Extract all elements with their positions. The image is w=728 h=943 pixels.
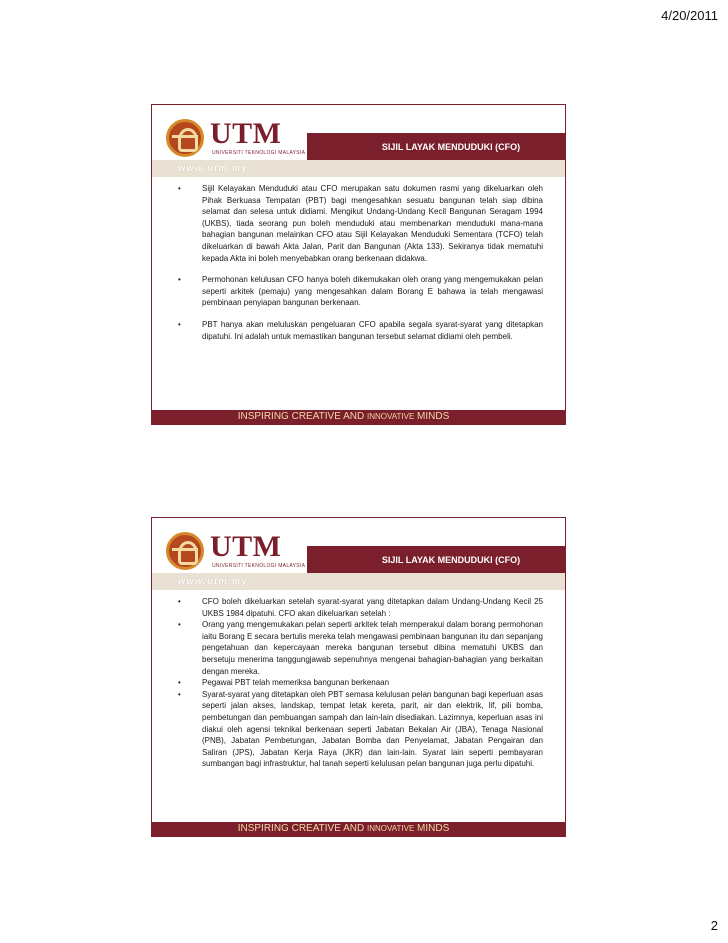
footer-text-small: INNOVATIVE (367, 824, 415, 833)
slide-header (152, 105, 565, 160)
slide-body (152, 590, 565, 770)
slide-footer (152, 822, 565, 836)
utm-logo-text: UTM (210, 530, 282, 563)
slide-2 (151, 517, 566, 837)
website-url: www.utm.my (152, 160, 565, 177)
bullet-item: • Orang yang mengemukakan pelan seperti arkitek telah memperakui dalam borang permohonan iaitu Borang E secara bertulis mereka telah mengawasi pembinaan bangunan itu dan sepanjang pengetahuan dan kepercayaan mereka bangunan tersebut dibina mematuhi UKBS dan bersetuju menerima tanggungjawab sepenuhnya mengenai bahagian-bahagian yang berkaitan dengan mereka. (176, 619, 543, 677)
bullet-item: • Sijil Kelayakan Menduduki atau CFO merupakan satu dokumen rasmi yang dikeluarkan oleh Pihak Berkuasa Tempatan (PBT) bagi mengesahkan sesuatu bangunan telah siap dibina selamat dan selesa untuk didiami. Mengikut Undang-Undang Kecil Bangunan Seragam 1994 (UKBS), tiada seorang pun boleh menduduki atau membenarkan menduduki mana-mana bahagian bangunan melainkan CFO atau Sijil Kelayakan Menduduki Sementara (TCFO) telah dikeluarkan di bawah Akta Jalan, Parit dan Bangunan (Akta 133). Sekiranya tidak mematuhi kepada Akta ini boleh menyebabkan orang berkenaan didakwa. (176, 183, 543, 264)
page-number: 2 (710, 918, 718, 933)
footer-text: MINDS (414, 411, 450, 422)
bullet-list (176, 596, 543, 770)
utm-logo-tagline: UNIVERSITI TEKNOLOGI MALAYSIA (212, 563, 306, 569)
bullet-item: • Permohonan kelulusan CFO hanya boleh dikemukakan oleh orang yang mengemukakan pelan seperti arkitek (pemaju) yang mengesahkan dalam Borang E bahawa ia telah mengawasi pembinaan penyiapan bangunan berkenaan. (176, 274, 543, 309)
bullet-item: • Syarat-syarat yang ditetapkan oleh PBT semasa kelulusan pelan bangunan bagi keperluan asas seperti jalan akses, landskap, tempat letak kereta, parit, air dan elektrik, lif, pili bomba, pembetungan dan pembuangan sampah dan lain-lain disediakan. Lazimnya, keperluan asas ini diakui oleh agensi teknikal berkenaan seperti Jabatan Bekalan Air (JBA), Tenaga Nasional (PNB), Jabatan Pembetungan, Jabatan Bomba dan Penyelamat, Jabatan Pengairan dan Saliran (JPS), Jabatan Kerja Raya (JKR) dan lain-lain. Syarat lain seperti pembayaran sumbangan bagi infrastruktur, hal tanah seperti kelulusan pelan bangunan juga perlu dipatuhi. (176, 689, 543, 770)
utm-crest-icon (166, 532, 204, 570)
bullet-item: • PBT hanya akan meluluskan pengeluaran CFO apabila segala syarat-syarat yang ditetapkan dipatuhi. Ini adalah untuk memastikan bangunan tersebut selamat didiami oleh pembeli. (176, 319, 543, 342)
bullet-item: • Pegawai PBT telah memeriksa bangunan berkenaan (176, 677, 543, 689)
bullet-list (176, 183, 543, 342)
footer-text: INSPIRING CREATIVE AND (237, 411, 368, 422)
slide-body (152, 177, 565, 342)
page-date: 4/20/2011 (661, 8, 718, 23)
slide-title: SIJIL LAYAK MENDUDUKI (CFO) (307, 133, 565, 160)
slide-1 (151, 104, 566, 425)
slide-title: SIJIL LAYAK MENDUDUKI (CFO) (307, 546, 565, 573)
utm-crest-icon (166, 119, 204, 157)
utm-logo-tagline: UNIVERSITI TEKNOLOGI MALAYSIA (212, 150, 306, 156)
slide-header (152, 518, 565, 573)
footer-text: INSPIRING CREATIVE AND (237, 823, 368, 834)
slide-footer (152, 410, 565, 424)
website-url: www.utm.my (152, 573, 565, 590)
footer-text: MINDS (414, 823, 450, 834)
bullet-item: • CFO boleh dikeluarkan setelah syarat-syarat yang ditetapkan dalam Undang-Undang Kecil 25 UKBS 1984 dipatuhi. CFO akan dikeluarkan setelah : (176, 596, 543, 619)
footer-text-small: INNOVATIVE (367, 412, 415, 421)
utm-logo-text: UTM (210, 117, 282, 150)
